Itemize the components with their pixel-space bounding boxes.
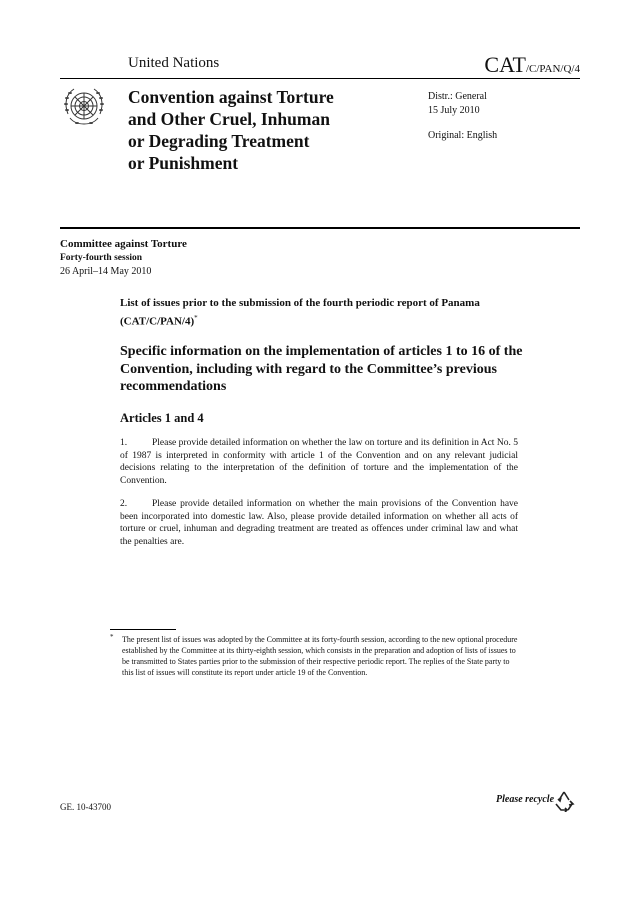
title-line: and Other Cruel, Inhuman <box>128 109 330 129</box>
paragraph-number: 1. <box>120 438 128 448</box>
footnote-mark: * <box>110 633 114 641</box>
list-of-issues-heading <box>120 296 520 330</box>
title-rule <box>60 227 580 229</box>
organization-name: United Nations <box>128 55 220 71</box>
committee-name: Committee against Torture <box>60 238 187 250</box>
title-line: or Degrading Treatment <box>128 131 310 151</box>
document-symbol <box>484 52 580 78</box>
session-dates: 26 April–14 May 2010 <box>60 266 152 277</box>
paragraph-number: 2. <box>120 499 128 509</box>
un-emblem-icon <box>60 84 108 132</box>
header-rule <box>60 78 580 79</box>
recycle-text: Please recycle <box>496 794 555 805</box>
list-heading-text: List of issues prior to the submission of the fourth periodic report of Panama (CAT/C/PAN/4) <box>120 297 480 328</box>
articles-heading: Articles 1 and 4 <box>120 411 204 425</box>
symbol-rest: /C/PAN/Q/4 <box>525 63 580 75</box>
paragraph <box>120 498 518 548</box>
convention-title <box>128 86 388 174</box>
paragraph <box>120 437 518 487</box>
footnote-text: The present list of issues was adopted by the Committee at its forty-fourth session, according to the new optional procedure established by the Committee at its thirty-eighth session, which consists in the preparation and adoption of lists of issues to be transmitted to States parties prior to the submission of their respective periodic report. The replies of the State party to this list of issues will constitute its report under article 19 of the Convention. <box>122 635 518 677</box>
document-number: GE. 10-43700 <box>60 802 111 812</box>
paragraph-text: Please provide detailed information on whether the law on torture and its definition in Act No. 5 of 1987 is interpreted in conformity with article 1 of the Convention and on any relevant judicial decisions relating to the interpretation of the definition of torture and the implementation of the Convention. <box>120 438 518 486</box>
footnote-ref: * <box>194 314 198 322</box>
specific-information-heading: Specific information on the implementation of articles 1 to 16 of the Convention, including with regard to the Committee’s previous recommendations <box>120 344 523 394</box>
session-name: Forty-fourth session <box>60 253 143 263</box>
footnote <box>110 634 520 678</box>
distribution-info <box>428 90 497 143</box>
distribution-type: Distr.: General <box>428 91 487 102</box>
footnote-rule <box>110 629 176 630</box>
recycle-icon <box>552 790 576 812</box>
title-line: or Punishment <box>128 153 239 173</box>
distribution-date: 15 July 2010 <box>428 104 480 116</box>
paragraph-text: Please provide detailed information on whether the main provisions of the Convention have been incorporated into domestic law. Also, please provide detailed information on whether all acts of torture or cruel, inhuman and degrading treatment are treated as offences under criminal law and what the penalties are. <box>120 499 518 547</box>
original-language: Original: English <box>428 130 498 141</box>
title-line: Convention against Torture <box>128 87 334 107</box>
symbol-main: CAT <box>484 52 526 77</box>
